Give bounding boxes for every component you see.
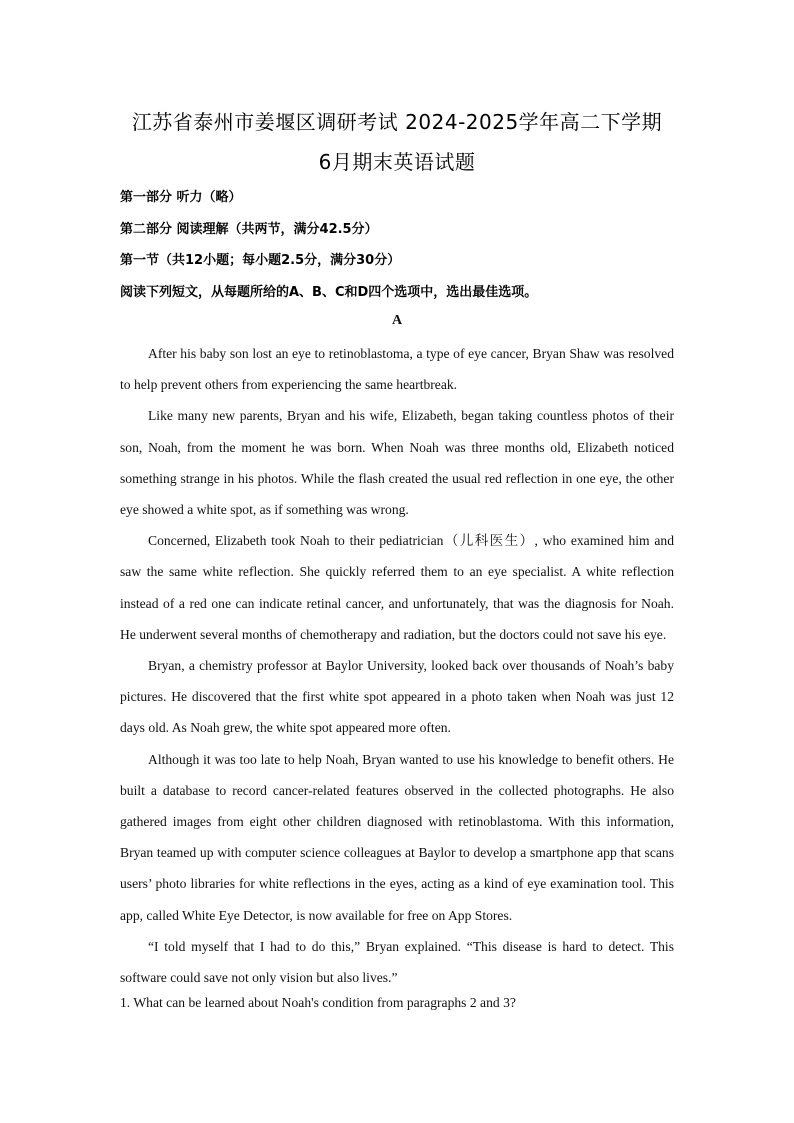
part2-heading: 第二部分 阅读理解（共两节，满分42.5分） (120, 222, 378, 237)
page-title: 江苏省泰州市姜堰区调研考试 2024-2025学年高二下学期 (131, 110, 663, 134)
paragraph: Bryan, a chemistry professor at Baylor University, looked back over thousands of Noah’s baby pictures. He discovered that the first white spot appeared in a photo taken when Noah was just 12 days old. As Noah grew, the white spot appeared more often. (120, 658, 674, 736)
paragraph: Although it was too late to help Noah, Bryan wanted to use his knowledge to benefit others. He built a database to record cancer-related features observed in the collected photographs. He also gathered images from eight other children diagnosed with retinoblastoma. With this information, Bryan teamed up with computer science colleagues at Baylor to develop a smartphone app that scans users’ photo libraries for white reflections in the eyes, acting as a kind of eye examination tool. This app, called White Eye Detector, is now available for free on App Stores. (120, 751, 674, 923)
paragraph: Like many new parents, Bryan and his wife, Elizabeth, began taking countless photos of their son, Noah, from the moment he was born. When Noah was three months old, Elizabeth noticed something strange in his photos. While the flash created the usual red reflection in one eye, the other eye showed a white spot, as if something was wrong. (120, 408, 674, 518)
paragraph: Concerned, Elizabeth took Noah to their pediatrician（儿科医生）, who examined him and saw the same white reflection. She quickly referred them to an eye specialist. A white reflection instead of a red one can indicate retinal cancer, and unfortunately, that was the diagnosis for Noah. He underwent several months of chemotherapy and radiation, but the doctors could not save his eye. (120, 533, 674, 642)
page-subtitle: 6月期末英语试题 (318, 150, 476, 174)
passage-body (120, 338, 674, 993)
section1-heading: 第一节（共12小题；每小题2.5分，满分30分） (120, 253, 401, 268)
paragraph: After his baby son lost an eye to retinoblastoma, a type of eye cancer, Bryan Shaw was resolved to help prevent others from experiencing the same heartbreak. (120, 346, 674, 393)
question-1: 1. What can be learned about Noah's condition from paragraphs 2 and 3? (120, 995, 516, 1010)
paragraph: “I told myself that I had to do this,” Bryan explained. “This disease is hard to detect. This software could save not only vision but also lives.” (120, 938, 674, 986)
instruction-text: 阅读下列短文，从每题所给的A、B、C和D四个选项中，选出最佳选项。 (120, 285, 538, 300)
part1-heading: 第一部分 听力（略） (120, 190, 242, 205)
passage-label: A (391, 313, 403, 328)
